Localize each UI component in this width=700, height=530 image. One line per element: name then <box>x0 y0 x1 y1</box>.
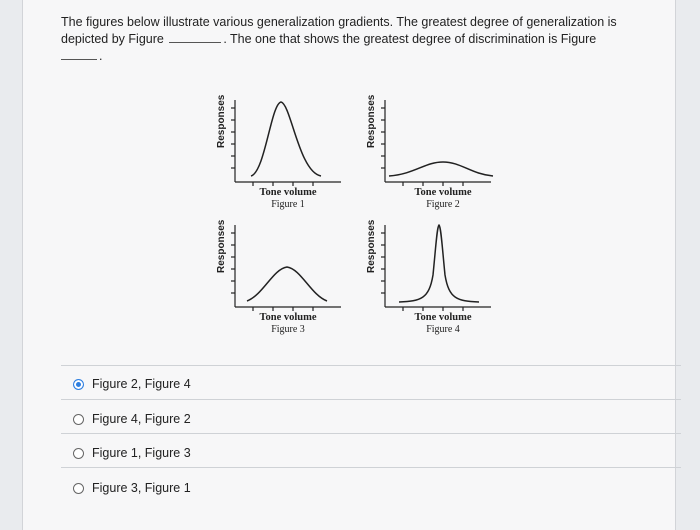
figure-3-xlabel: Tone volume <box>259 312 317 323</box>
figure-3 <box>213 215 353 345</box>
figure-1-ylabel: Responses <box>216 94 227 148</box>
figure-2-name: Figure 2 <box>426 199 460 210</box>
figure-3-name: Figure 3 <box>271 324 305 335</box>
radio-icon[interactable] <box>73 483 84 494</box>
figure-4-name: Figure 4 <box>426 324 460 335</box>
gradient-figures <box>213 90 543 360</box>
option-3[interactable] <box>73 442 191 464</box>
question-card <box>22 0 676 530</box>
question-text <box>61 14 661 65</box>
question-part2: . The one that shows the greatest degree of discrimination is Figure <box>223 32 597 46</box>
answer-blank-2 <box>61 48 97 60</box>
radio-icon[interactable] <box>73 414 84 425</box>
answer-blank-1 <box>169 31 221 43</box>
question-part1: The figures below illustrate various generalization gradients. The greatest degree of generalization is depicted by Figure <box>61 15 617 46</box>
figure-1 <box>213 90 353 220</box>
option-4[interactable] <box>73 477 191 499</box>
radio-selected-icon[interactable] <box>73 379 84 390</box>
figure-4-xlabel: Tone volume <box>414 312 472 323</box>
figure-3-ylabel: Responses <box>216 219 227 273</box>
figure-2-xlabel: Tone volume <box>414 187 472 198</box>
option-1[interactable] <box>73 373 191 395</box>
figure-2 <box>363 90 503 220</box>
radio-icon[interactable] <box>73 448 84 459</box>
figure-3-caption <box>233 312 343 336</box>
figure-2-ylabel: Responses <box>366 94 377 148</box>
figure-1-xlabel: Tone volume <box>259 187 317 198</box>
option-1-label: Figure 2, Figure 4 <box>92 377 191 391</box>
divider <box>61 433 681 434</box>
divider <box>61 399 681 400</box>
figure-1-name: Figure 1 <box>271 199 305 210</box>
divider <box>61 365 681 366</box>
figure-2-caption <box>388 187 498 211</box>
option-2-label: Figure 4, Figure 2 <box>92 412 191 426</box>
divider <box>61 467 681 468</box>
option-4-label: Figure 3, Figure 1 <box>92 481 191 495</box>
option-2[interactable] <box>73 408 191 430</box>
figure-4-ylabel: Responses <box>366 219 377 273</box>
question-part3: . <box>99 49 103 63</box>
figure-4-caption <box>388 312 498 336</box>
option-3-label: Figure 1, Figure 3 <box>92 446 191 460</box>
figure-1-caption <box>233 187 343 211</box>
figure-4 <box>363 215 503 345</box>
